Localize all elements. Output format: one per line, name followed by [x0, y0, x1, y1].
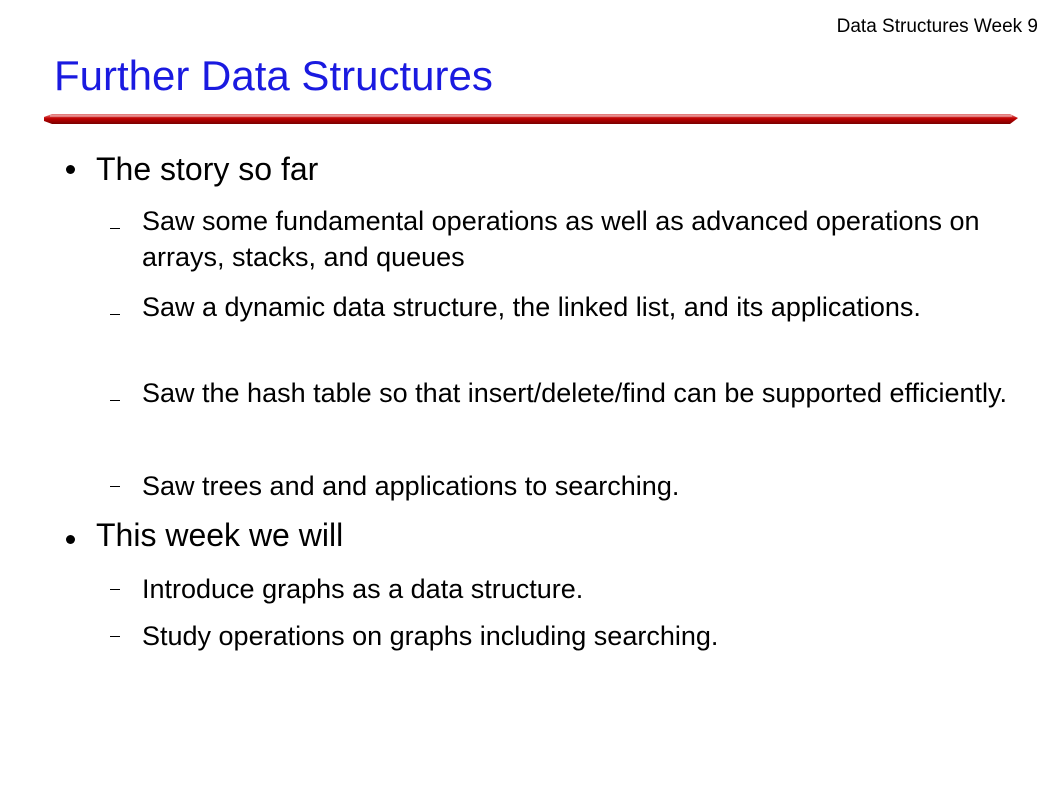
- sub-bullet-item: Saw a dynamic data structure, the linked list, and its applications.: [142, 292, 921, 322]
- sub-bullet-item: Saw the hash table so that insert/delete/find can be supported efficiently.: [142, 378, 1008, 408]
- sub-bullet-item: Introduce graphs as a data structure.: [142, 574, 584, 604]
- course-label: Data Structures Week 9: [836, 16, 1038, 37]
- bullet-dot: [66, 165, 75, 174]
- sub-bullet-dash: [110, 636, 120, 637]
- bullet-item: The story so far: [96, 151, 319, 187]
- sub-bullet-item: Saw trees and and applications to searching.: [142, 471, 680, 501]
- sub-bullet-item: Saw some fundamental operations as well as advanced operations on arrays, stacks, and queues: [142, 206, 980, 272]
- sub-bullet-item: Study operations on graphs including searching.: [142, 621, 719, 651]
- bullet-dot: [66, 535, 75, 544]
- sub-bullet-dash: [110, 486, 120, 487]
- sub-bullet-dash: [110, 314, 120, 315]
- sub-bullet-dash: [110, 228, 120, 229]
- bullet-item: This week we will: [96, 517, 344, 553]
- sub-bullet-dash: [110, 589, 120, 590]
- sub-bullet-dash: [110, 400, 120, 401]
- slide-title: Further Data Structures: [54, 52, 493, 99]
